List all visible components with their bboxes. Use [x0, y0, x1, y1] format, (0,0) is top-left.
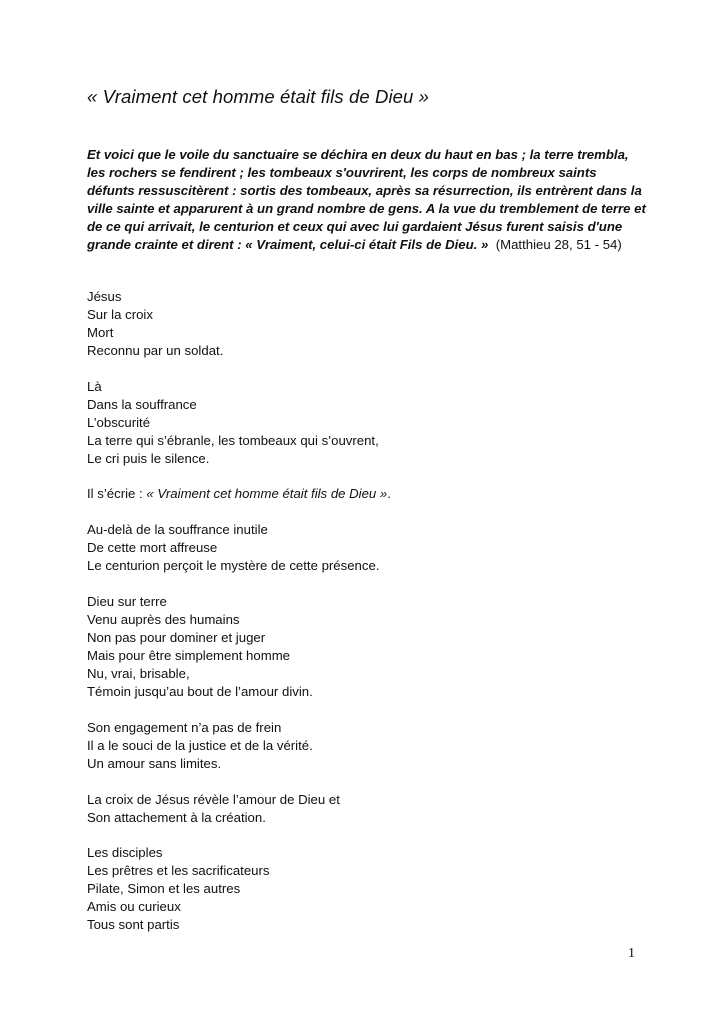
stanza: [87, 844, 647, 934]
poem-line: Les prêtres et les sacrificateurs: [87, 863, 270, 879]
poem-line: Son engagement n’a pas de frein: [87, 719, 282, 735]
poem-line: Dieu sur terre: [87, 594, 167, 610]
poem-line: Nu, vrai, brisable,: [87, 665, 190, 681]
exclamation-prefix: Il s’écrie :: [87, 486, 147, 502]
poem-line: Sur la croix: [87, 306, 153, 322]
poem-line-exclamation: [87, 485, 647, 503]
poem-line: Amis ou curieux: [87, 899, 181, 915]
poem-line: Le centurion perçoit le mystère de cette présence.: [87, 558, 380, 574]
poem-line: Non pas pour dominer et juger: [87, 630, 266, 646]
stanza: [87, 485, 647, 503]
poem-line: Au-delà de la souffrance inutile: [87, 522, 268, 538]
exclamation-suffix: .: [387, 486, 391, 502]
poem-line: Mais pour être simplement homme: [87, 648, 291, 663]
stanza: [87, 719, 647, 773]
poem-line: Témoin jusqu’au bout de l’amour divin.: [87, 683, 313, 699]
poem-line: Pilate, Simon et les autres: [87, 881, 241, 897]
stanza: [87, 378, 647, 468]
poem-line: Son attachement à la création.: [87, 809, 266, 825]
poem-line: Dans la souffrance: [87, 396, 197, 412]
poem-line: Reconnu par un soldat.: [87, 342, 224, 358]
poem-line: Le cri puis le silence.: [87, 450, 210, 466]
stanza: [87, 791, 647, 827]
poem-line: Mort: [87, 324, 114, 340]
poem-line: Tous sont partis: [87, 917, 180, 933]
quote-text: Et voici que le voile du sanctuaire se déchira en deux du haut en bas ; la terre trembla, les rochers se fendirent ; les tombeaux s'ouvrirent, les corps de nombreux saints défunts ressuscitèrent : sortis des tombeaux, après sa résurrection, ils entrèrent dans la ville sainte et apparurent à un grand nombre de gens. A la vue du tremblement de terre et de ce qui arrivait, le centurion et ceux qui avec lui gardaient Jésus furent saisis d'une grande crainte et dirent : « Vraiment, celui-ci était Fils de Dieu. »: [87, 147, 646, 252]
page-title: « Vraiment cet homme était fils de Dieu »: [87, 86, 430, 107]
page-number: 1: [628, 946, 635, 961]
poem-line: L’obscurité: [87, 414, 151, 430]
poem-line: Jésus: [87, 289, 122, 304]
poem-line: De cette mort affreuse: [87, 540, 218, 556]
stanza: [87, 288, 647, 360]
quote-reference: (Matthieu 28, 51 - 54): [495, 236, 622, 252]
poem-line: Il a le souci de la justice et de la vérité.: [87, 737, 313, 753]
stanza: [87, 593, 647, 701]
poem-line: Les disciples: [87, 845, 163, 861]
exclamation-quote: « Vraiment cet homme était fils de Dieu »: [146, 486, 388, 502]
stanza: [87, 521, 647, 575]
poem: [87, 288, 647, 952]
poem-line: La croix de Jésus révèle l’amour de Dieu et: [87, 791, 340, 807]
poem-line: Un amour sans limites.: [87, 755, 222, 771]
poem-line: Venu auprès des humains: [87, 612, 240, 628]
poem-line: La terre qui s’ébranle, les tombeaux qui s’ouvrent,: [87, 432, 379, 448]
poem-line: Là: [87, 378, 102, 394]
scripture-quote: [87, 146, 647, 253]
